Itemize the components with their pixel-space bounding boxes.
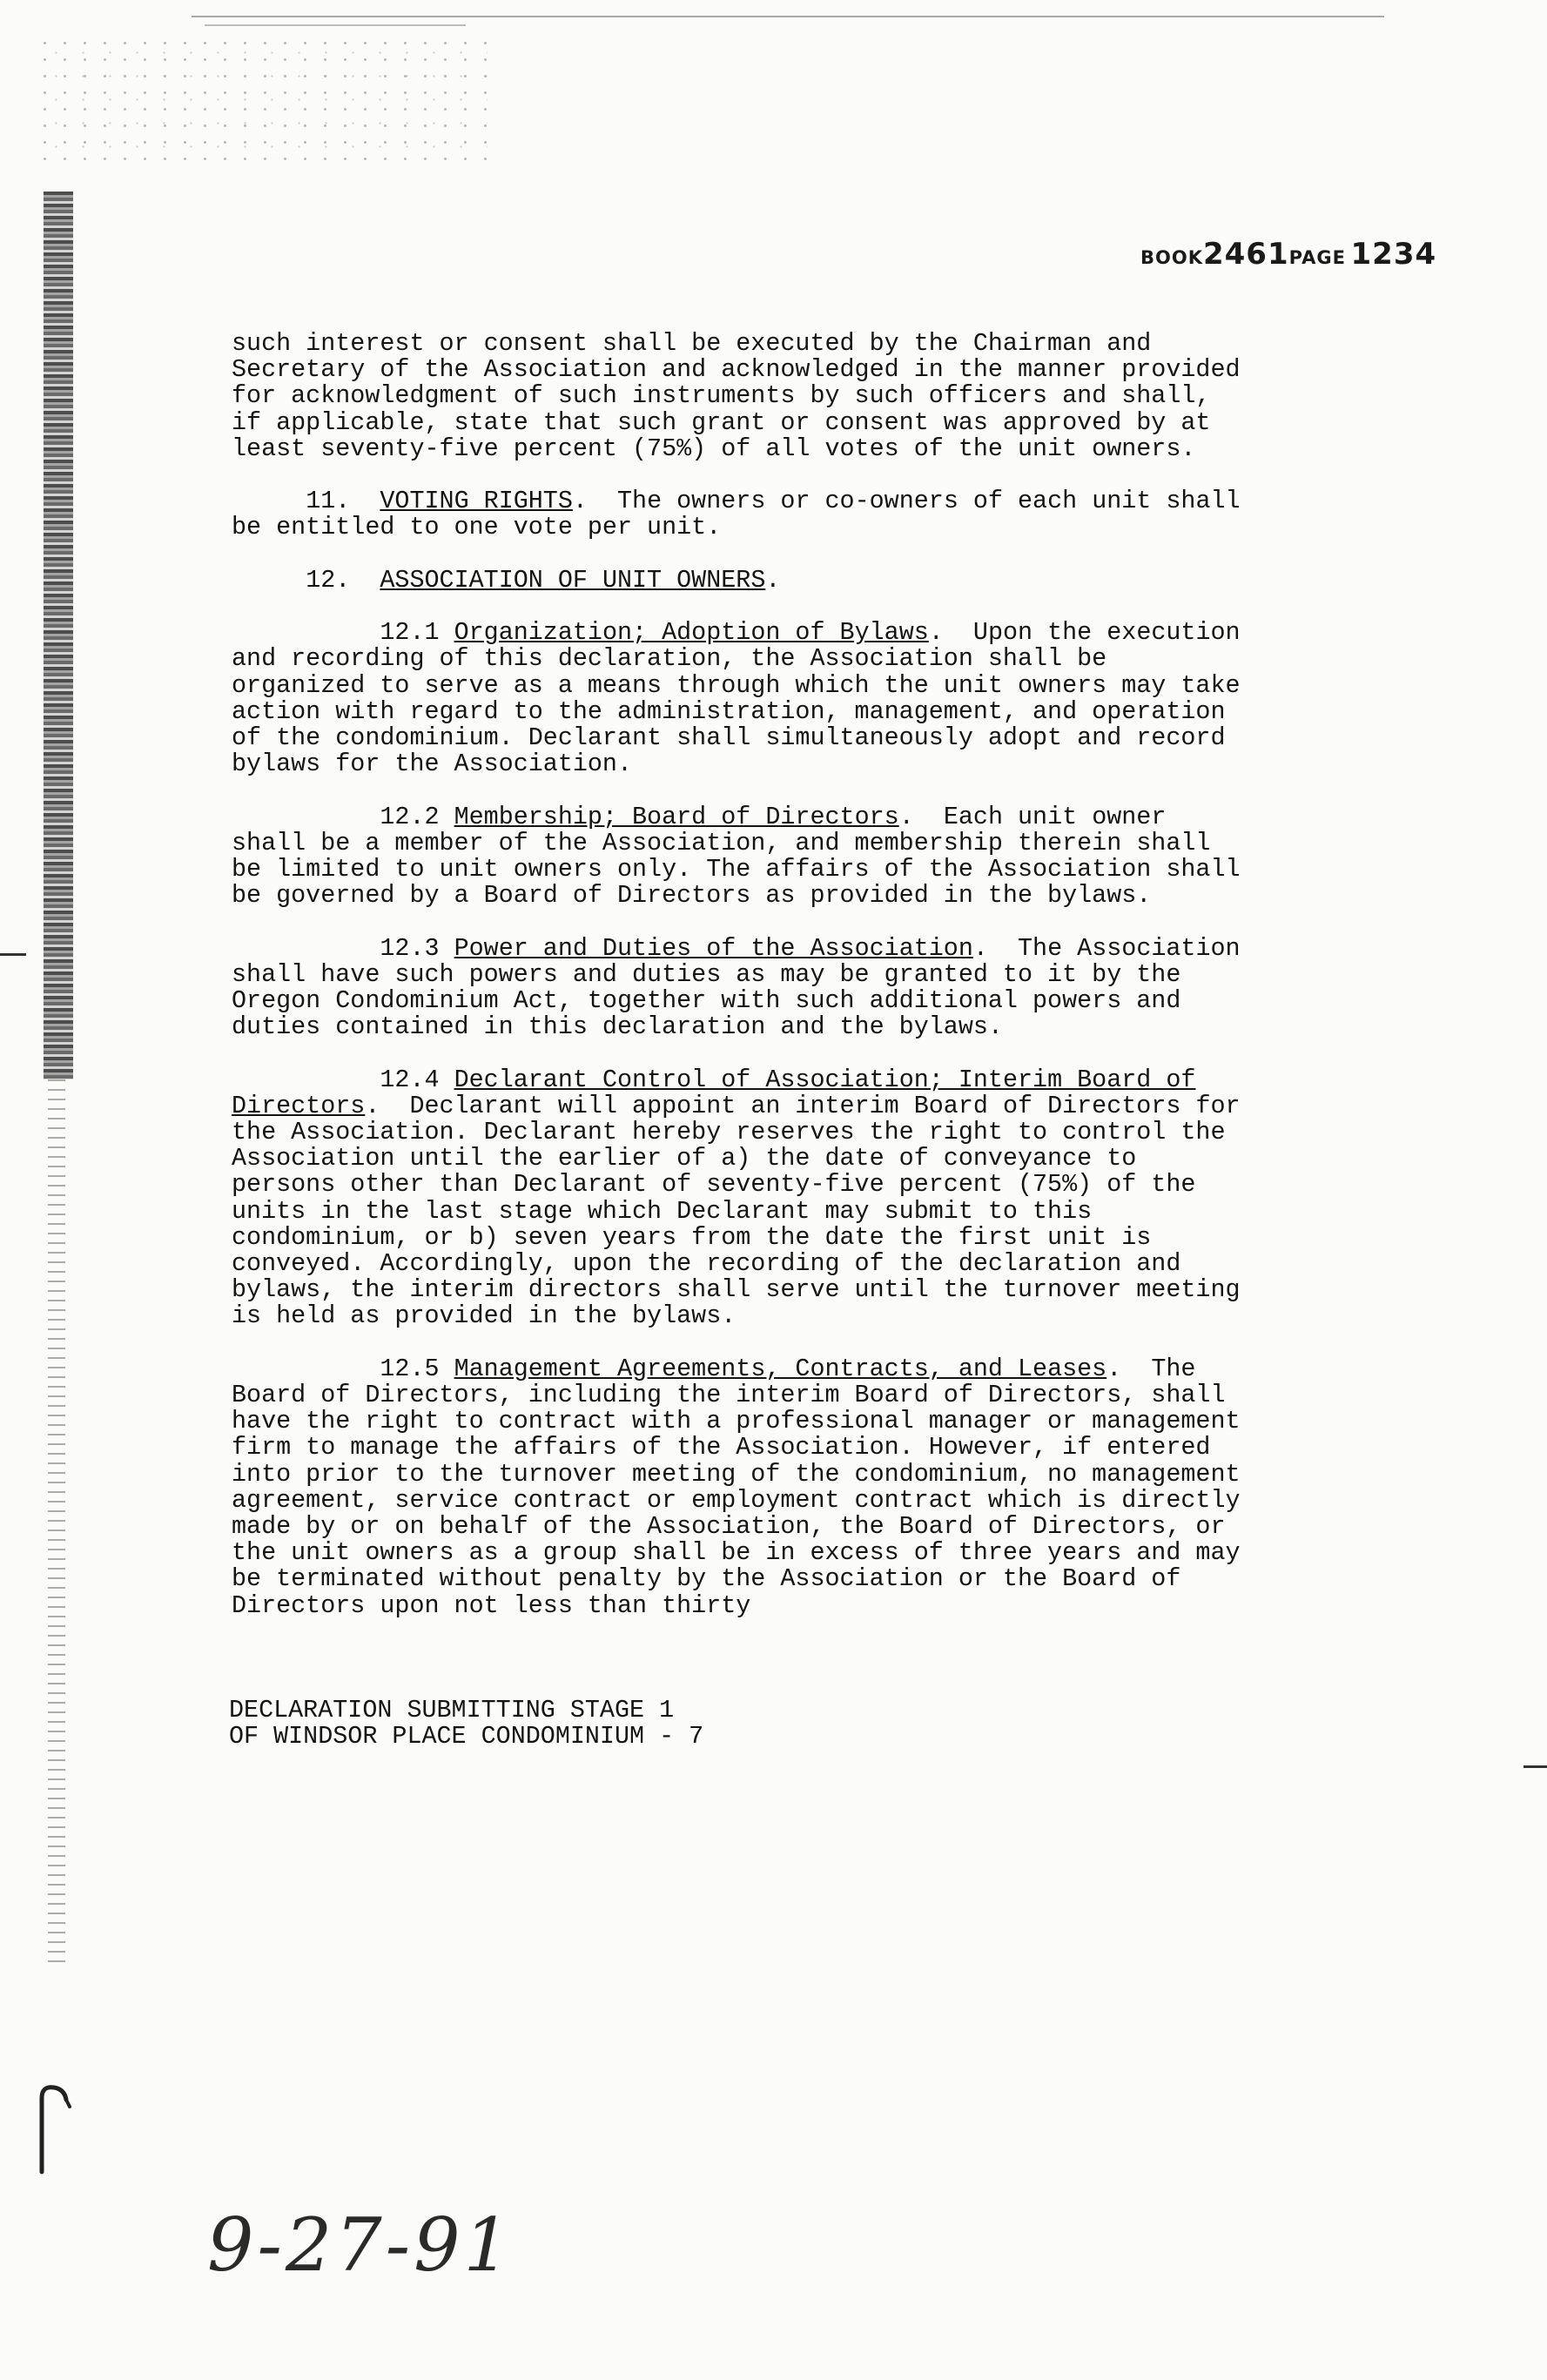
footer-line-2: OF WINDSOR PLACE CONDOMINIUM - 7 — [229, 1722, 704, 1751]
scan-top-rule-secondary — [205, 24, 466, 26]
section-number: 12.5 — [380, 1354, 440, 1383]
section-number: 12.4 — [380, 1065, 440, 1094]
scan-noise-top — [35, 35, 488, 165]
section-11-voting-rights: 11. VOTING RIGHTS. The owners or co-owners of each unit shall be entitled to one vote per unit. — [232, 487, 1241, 542]
section-text: The owners or co-owners of each unit shall be entitled to one vote per unit. — [232, 487, 1241, 542]
section-number: 12.2 — [380, 802, 440, 831]
footer-line-1: DECLARATION SUBMITTING STAGE 1 — [229, 1696, 675, 1724]
book-number: 2461 — [1202, 237, 1289, 272]
scan-binding-edge-lower — [48, 1079, 65, 1967]
section-number: 12.3 — [380, 933, 440, 963]
section-text: The Association shall have such powers and duties as may be granted to it by the Oregon Condominium Act, together with such additional powers and duties contained in this declaration and the bylaws. — [232, 933, 1241, 1042]
page-number: 1234 — [1350, 237, 1437, 272]
scan-binding-edge — [44, 192, 73, 1079]
section-text: Declarant will appoint an interim Board of Directors for the Association. Declarant hereby reserves the right to control the Association until the earlier of a) the date of conveyance to persons other than Declarant of seventy-five percent (75%) of the units in the last stage which Declarant may submit to this condominium, or b) seven years from the date the first unit is conveyed. Accordingly, upon the recording of the declaration and bylaws, the interim directors shall serve until the turnover meeting is held as provided in the bylaws. — [232, 1091, 1241, 1331]
scan-top-rule — [192, 16, 1384, 17]
document-footer — [229, 1698, 703, 1750]
paragraph-continuation: such interest or consent shall be executed by the Chairman and Secretary of the Association and acknowledged in the manner provided for acknowledgment of such instruments by such officers and shall, if applicable, state that such grant or consent was approved by at least seventy-five percent (75%) of all votes of the unit owners. — [232, 329, 1241, 463]
scan-margin-tick-right — [1523, 1765, 1547, 1768]
section-number: 12. — [306, 565, 351, 595]
section-number: 11. — [306, 487, 351, 516]
section-heading: Membership; Board of Directors — [454, 802, 899, 831]
section-heading: Organization; Adoption of Bylaws — [454, 618, 929, 648]
section-12-2-membership: 12.2 Membership; Board of Directors. Each unit owner shall be a member of the Association, and membership therein shall be limited to unit owners only. The affairs of the Association shall be governed by a Board of Directors as provided in the bylaws. — [232, 802, 1241, 911]
handwritten-date: 9-27-91 — [207, 2202, 514, 2288]
section-number: 12.1 — [380, 618, 440, 648]
page-label: PAGE — [1288, 247, 1346, 268]
section-12-3-power-duties: 12.3 Power and Duties of the Association. The Association shall have such powers and duties as may be granted to it by the Oregon Condominium Act, together with such additional powers and duties contained in this declaration and the bylaws. — [232, 933, 1241, 1042]
section-text: The Board of Directors, including the interim Board of Directors, shall have the right to contract with a professional manager or management firm to manage the affairs of the Association. However, if entered into prior to the turnover meeting of the condominium, no management agreement, service contract or employment contract which is directly made by or on behalf of the Association, the Board of Directors, or the unit owners as a group shall be in excess of three years and may be terminated without penalty by the Association or the Board of Directors upon not less than thirty — [232, 1354, 1241, 1620]
section-text: Each unit owner shall be a member of the Association, and membership therein shall be limited to unit owners only. The affairs of the Association shall be governed by a Board of Directors as provided in the bylaws. — [232, 802, 1241, 911]
book-page-stamp — [1140, 237, 1436, 272]
section-heading: ASSOCIATION OF UNIT OWNERS — [380, 565, 766, 595]
section-12-association: 12. ASSOCIATION OF UNIT OWNERS. — [306, 565, 781, 595]
book-label: BOOK — [1140, 247, 1203, 268]
section-heading: Management Agreements, Contracts, and Leases — [454, 1354, 1107, 1383]
section-heading: Declarant Control of Association; Interim Board of Directors — [232, 1065, 1196, 1120]
scan-mark-hook — [35, 2081, 74, 2176]
scan-margin-tick-left — [0, 953, 26, 956]
section-text: Upon the execution and recording of this declaration, the Association shall be organized to serve as a means through which the unit owners may take action with regard to the administration, management, and operation of the condominium. Declarant shall simultaneously adopt and record bylaws for the Association. — [232, 618, 1241, 779]
section-heading: VOTING RIGHTS — [380, 487, 573, 516]
section-heading: Power and Duties of the Association — [454, 933, 973, 963]
section-12-5-management-agreements: 12.5 Management Agreements, Contracts, and Leases. The Board of Directors, including the interim Board of Directors, shall have the right to contract with a professional manager or management firm to manage the affairs of the Association. However, if entered into prior to the turnover meeting of the condominium, no management agreement, service contract or employment contract which is directly made by or on behalf of the Association, the Board of Directors, or the unit owners as a group shall be in excess of three years and may be terminated without penalty by the Association or the Board of Directors upon not less than thirty — [232, 1354, 1241, 1620]
document-body — [232, 331, 1241, 1619]
section-12-1-organization: 12.1 Organization; Adoption of Bylaws. Upon the execution and recording of this declaration, the Association shall be organized to serve as a means through which the unit owners may take action with regard to the administration, management, and operation of the condominium. Declarant shall simultaneously adopt and record bylaws for the Association. — [232, 618, 1241, 779]
section-12-4-declarant-control: 12.4 Declarant Control of Association; Interim Board of Directors. Declarant will appoint an interim Board of Directors for the Association. Declarant hereby reserves the right to control the Association until the earlier of a) the date of conveyance to persons other than Declarant of seventy-five percent (75%) of the units in the last stage which Declarant may submit to this condominium, or b) seven years from the date the first unit is conveyed. Accordingly, upon the recording of the declaration and bylaws, the interim directors shall serve until the turnover meeting is held as provided in the bylaws. — [232, 1065, 1241, 1331]
